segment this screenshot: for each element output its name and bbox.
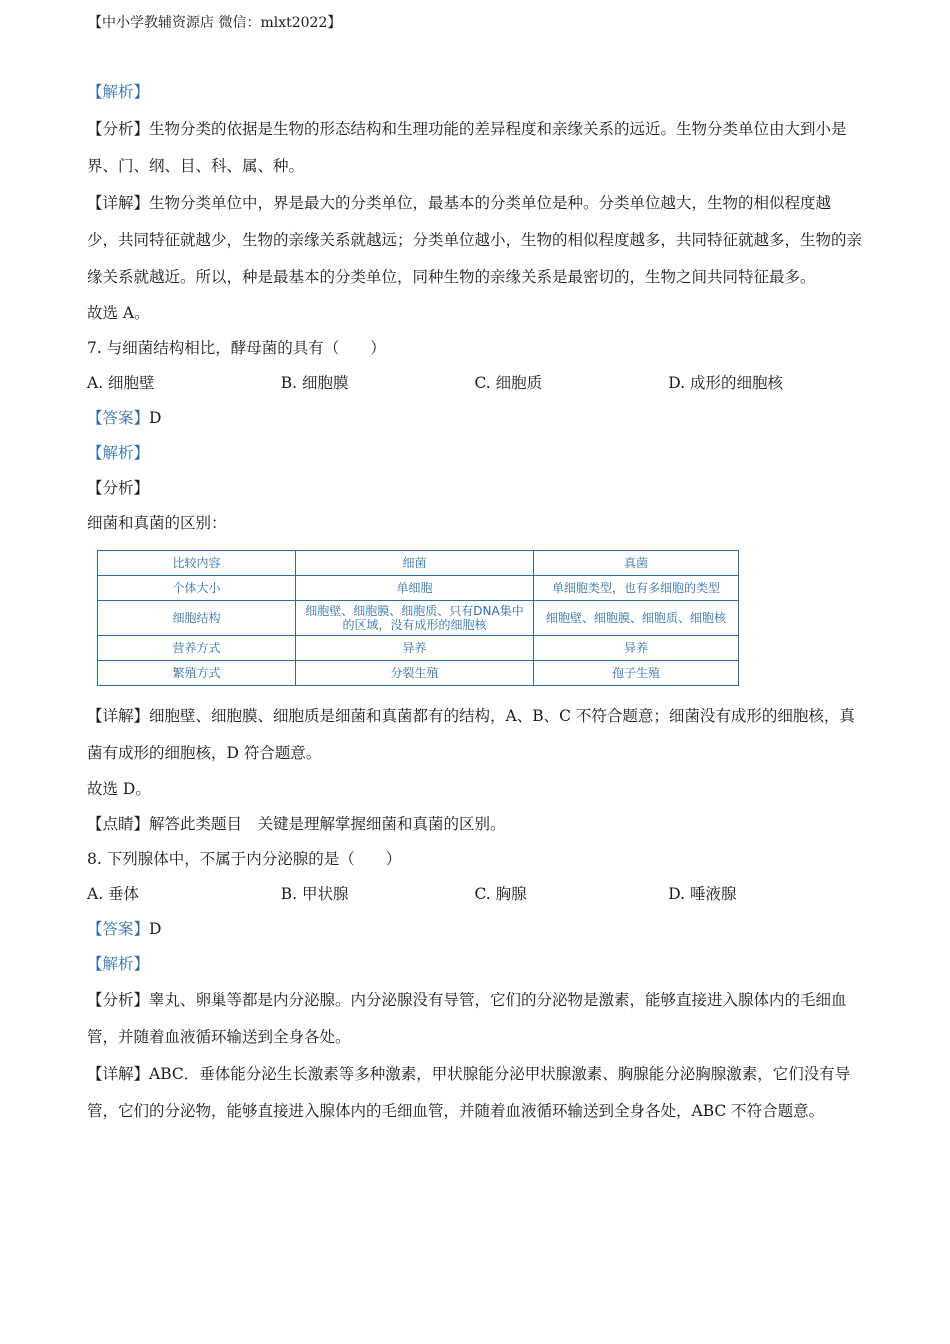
table-cell: 单细胞 [296, 576, 534, 601]
dianjing-tag: 【点睛】 [87, 815, 150, 833]
q6-choose: 故选 A。 [87, 304, 150, 322]
q8-option-d: D. 唾液腺 [668, 885, 737, 903]
comparison-table [97, 550, 739, 686]
dianjing-text: 解答此类题目 关键是理解掌握细菌和真菌的区别。 [149, 815, 506, 833]
fenxi-tag: 【分析】 [87, 991, 150, 1009]
q7-analysis-heading: 【解析】 [87, 444, 150, 462]
table-cell: 孢子生殖 [534, 661, 739, 686]
q8-analysis-heading: 【解析】 [87, 955, 150, 973]
q7-answer [87, 401, 862, 436]
answer-tag: 【答案】 [87, 409, 150, 427]
xiangjie-text: 生物分类单位中，界是最大的分类单位，最基本的分类单位是种。分类单位越大，生物的相似程度越少，共同特征就越少，生物的亲缘关系就越远；分类单位越小，生物的相似程度越多，共同特征就越多，生物的亲缘关系就越近。所以，种是最基本的分类单位，同种生物的亲缘关系是最密切的，生物之间共同特征最多。 [87, 194, 863, 286]
q7-choose: 故选 D。 [87, 780, 151, 798]
table-header-cell: 细菌 [296, 551, 534, 576]
q7-options [87, 366, 862, 401]
table-cell: 营养方式 [98, 636, 296, 661]
answer-tag: 【答案】 [87, 920, 150, 938]
table-cell: 分裂生殖 [296, 661, 534, 686]
table-row [98, 661, 739, 686]
xiangjie-text: ABC．垂体能分泌生长激素等多种激素，甲状腺能分泌甲状腺激素、胸腺能分泌胸腺激素，它们没有导管，它们的分泌物，能够直接进入腺体内的毛细血管，并随着血液循环输送到全身各处，ABC 不符合题意。 [87, 1065, 851, 1120]
table-cell: 异养 [534, 636, 739, 661]
q7-intro: 细菌和真菌的区别： [87, 514, 227, 532]
table-cell: 细胞壁、细胞膜、细胞质、只有DNA集中的区域，没有成形的细胞核 [296, 601, 534, 636]
q8-xiangjie-paragraph [87, 1056, 862, 1130]
q8-options [87, 877, 862, 912]
q7-option-d: D. 成形的细胞核 [668, 374, 783, 392]
table-cell: 异养 [296, 636, 534, 661]
q8-fenxi-paragraph [87, 982, 862, 1056]
table-row [98, 601, 739, 636]
q8-option-c: C. 胸腺 [474, 885, 527, 903]
fenxi-tag: 【分析】 [87, 120, 150, 138]
q7-fenxi-heading: 【分析】 [87, 479, 150, 497]
answer-value: D [149, 920, 162, 938]
document-body [87, 74, 862, 1130]
xiangjie-tag: 【详解】 [87, 1065, 150, 1083]
table-cell: 个体大小 [98, 576, 296, 601]
table-header-row [98, 551, 739, 576]
answer-value: D [149, 409, 162, 427]
q6-xiangjie-paragraph [87, 185, 862, 296]
table-row [98, 576, 739, 601]
table-header-cell: 比较内容 [98, 551, 296, 576]
table-row [98, 636, 739, 661]
table-cell: 细胞结构 [98, 601, 296, 636]
q8-option-a: A. 垂体 [87, 885, 140, 903]
q6-analysis-heading: 【解析】 [87, 83, 150, 101]
table-cell: 繁殖方式 [98, 661, 296, 686]
fenxi-text: 睾丸、卵巢等都是内分泌腺。内分泌腺没有导管，它们的分泌物是激素，能够直接进入腺体内的毛细血管，并随着血液循环输送到全身各处。 [87, 991, 847, 1046]
q7-option-b: B. 细胞膜 [280, 374, 349, 392]
xiangjie-text: 细胞壁、细胞膜、细胞质是细菌和真菌都有的结构，A、B、C 不符合题意；细菌没有成形的细胞核，真菌有成形的细胞核，D 符合题意。 [87, 707, 855, 762]
q8-option-b: B. 甲状腺 [280, 885, 349, 903]
xiangjie-tag: 【详解】 [87, 194, 150, 212]
table-cell: 单细胞类型，也有多细胞的类型 [534, 576, 739, 601]
q7-dianjing [87, 807, 862, 842]
table-header-cell: 真菌 [534, 551, 739, 576]
q7-question: 7. 与细菌结构相比，酵母菌的具有（ ） [87, 339, 386, 357]
table-cell: 细胞壁、细胞膜、细胞质、细胞核 [534, 601, 739, 636]
q6-fenxi-paragraph [87, 111, 862, 185]
fenxi-text: 生物分类的依据是生物的形态结构和生理功能的差异程度和亲缘关系的远近。生物分类单位由大到小是界、门、纲、目、科、属、种。 [87, 120, 847, 175]
page-header: 【中小学教辅资源店 微信：mlxt2022】 [88, 15, 342, 31]
q8-answer [87, 912, 862, 947]
q8-question: 8. 下列腺体中，不属于内分泌腺的是（ ） [87, 850, 402, 868]
q7-option-a: A. 细胞壁 [87, 374, 155, 392]
q7-xiangjie-paragraph [87, 698, 862, 772]
q7-option-c: C. 细胞质 [474, 374, 543, 392]
xiangjie-tag: 【详解】 [87, 707, 150, 725]
